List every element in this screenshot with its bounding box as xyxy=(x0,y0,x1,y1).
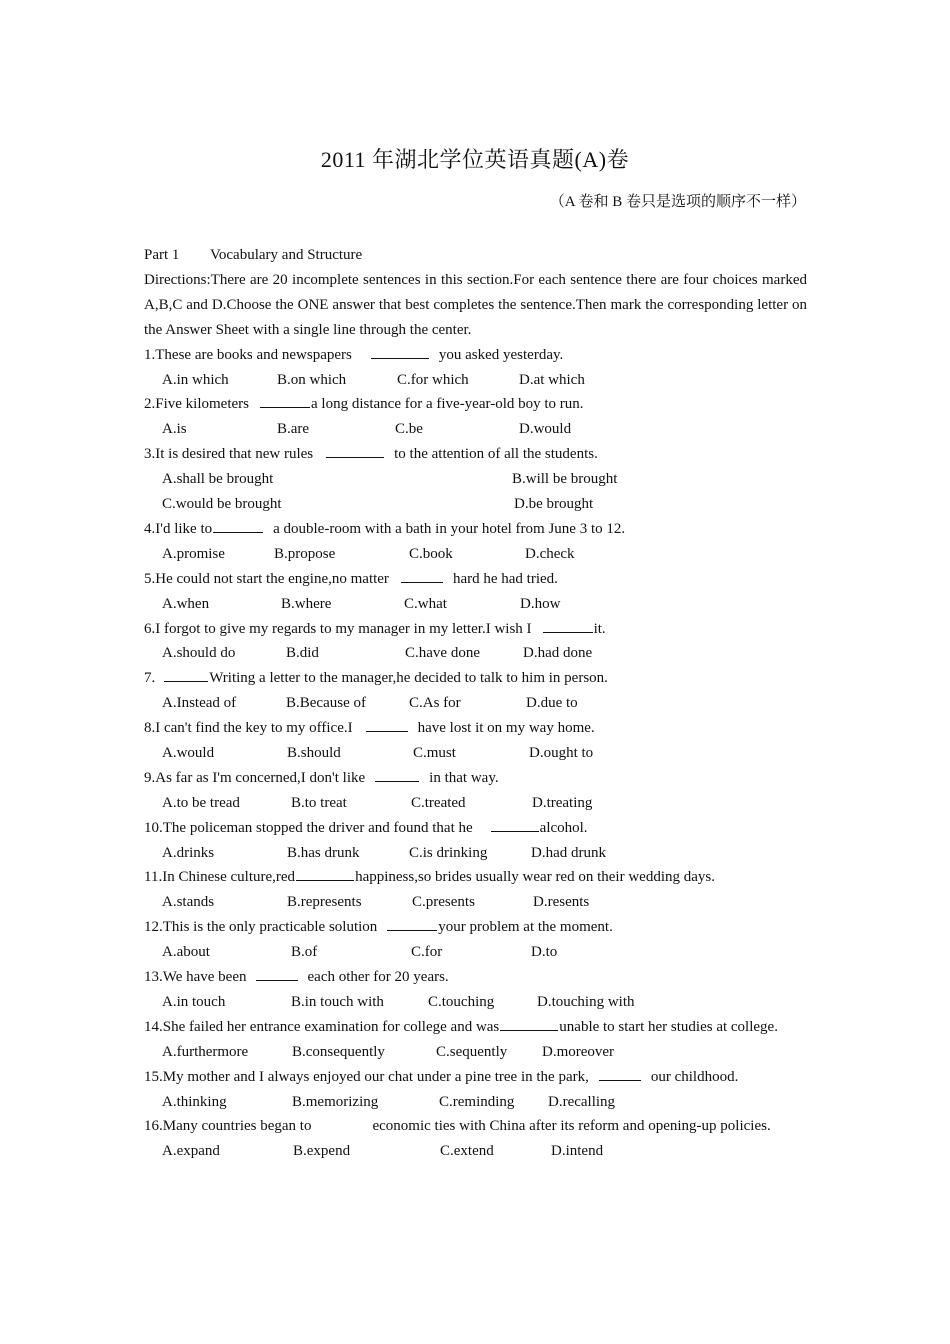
option-a[interactable]: A.drinks xyxy=(162,844,215,861)
option-b[interactable]: B.did xyxy=(286,645,319,662)
option-c[interactable]: C.for xyxy=(411,944,443,961)
question-stem-before: 3.It is desired that new rules xyxy=(144,446,314,463)
question-stem-after: in that way. xyxy=(429,769,499,786)
question-7 xyxy=(144,666,807,691)
question-stem-before: 11.In Chinese culture,red xyxy=(144,869,296,886)
question-stem-after: have lost it on my way home. xyxy=(417,720,595,737)
option-c[interactable]: C.treated xyxy=(411,794,466,811)
question-3 xyxy=(144,442,807,467)
question-stem-after: to the attention of all the students. xyxy=(394,446,598,463)
answer-blank xyxy=(326,443,384,458)
option-d[interactable]: D.had drunk xyxy=(531,844,606,861)
question-stem-after: Writing a letter to the manager,he decided to talk to him in person. xyxy=(209,670,608,687)
option-row xyxy=(144,641,807,666)
option-b[interactable]: B.consequently xyxy=(292,1043,385,1060)
option-row xyxy=(144,467,807,492)
option-c[interactable]: C.is drinking xyxy=(409,844,488,861)
answer-blank xyxy=(164,667,208,682)
option-d[interactable]: D.due to xyxy=(526,695,578,712)
directions-text: Directions:There are 20 incomplete sentences in this section.For each sentence there are four choices marked A,B,C and D.Choose the ONE answer that best completes the sentence.Then mark the corresponding letter on the Answer Sheet with a single line through the center. xyxy=(144,271,807,338)
part-label: Part 1 xyxy=(144,247,180,263)
option-c[interactable]: C.would be brought xyxy=(162,496,282,513)
option-a[interactable]: A.thinking xyxy=(162,1093,227,1110)
option-c[interactable]: C.extend xyxy=(440,1143,494,1160)
option-d[interactable]: D.intend xyxy=(551,1143,604,1160)
question-12 xyxy=(144,915,807,940)
question-1 xyxy=(144,343,807,368)
question-stem-before: 9.As far as I'm concerned,I don't like xyxy=(144,769,366,786)
option-d[interactable]: D.check xyxy=(525,545,575,562)
option-b[interactable]: B.has drunk xyxy=(287,844,360,861)
option-a[interactable]: A.about xyxy=(162,944,210,961)
option-d[interactable]: D.had done xyxy=(523,645,593,662)
question-stem-after: hard he had tried. xyxy=(452,570,558,587)
answer-blank xyxy=(599,1066,641,1081)
option-a[interactable]: A.in which xyxy=(162,371,229,388)
question-14 xyxy=(144,1015,807,1040)
question-stem-after: happiness,so brides usually wear red on their wedding days. xyxy=(355,869,715,886)
option-b[interactable]: B.Because of xyxy=(286,695,366,712)
option-c[interactable]: C.reminding xyxy=(439,1093,515,1110)
option-row xyxy=(144,592,807,617)
option-row xyxy=(144,791,807,816)
option-b[interactable]: B.are xyxy=(277,421,310,438)
question-stem-before: 7. xyxy=(144,670,156,687)
question-stem-before: 14.She failed her entrance examination for college and was xyxy=(144,1018,500,1035)
question-stem-before: 12.This is the only practicable solution xyxy=(144,919,378,936)
question-13 xyxy=(144,965,807,990)
question-stem-before: 13.We have been xyxy=(144,969,247,986)
option-c[interactable]: C.be xyxy=(395,421,423,438)
option-a[interactable]: A.shall be brought xyxy=(162,471,274,488)
option-a[interactable]: A.is xyxy=(162,421,187,438)
option-a[interactable]: A.Instead of xyxy=(162,695,237,712)
option-b[interactable]: B.memorizing xyxy=(292,1093,379,1110)
question-4 xyxy=(144,517,807,542)
option-c[interactable]: C.must xyxy=(413,745,456,761)
document-subtitle: （A 卷和 B 卷只是选项的顺序不一样） xyxy=(549,194,806,210)
question-list xyxy=(144,343,807,1165)
option-c[interactable]: C.have done xyxy=(405,645,480,662)
document-title: 2011 年湖北学位英语真题(A)卷 xyxy=(320,147,630,172)
option-row xyxy=(144,990,807,1015)
option-c[interactable]: C.book xyxy=(409,545,453,562)
question-stem-after: our childhood. xyxy=(650,1068,739,1085)
question-stem-before: 6.I forgot to give my regards to my manager in my letter.I wish I xyxy=(144,620,532,637)
option-row xyxy=(144,1090,807,1115)
option-a[interactable]: A.when xyxy=(162,595,210,612)
part-heading xyxy=(144,243,807,268)
option-row xyxy=(144,940,807,965)
option-row xyxy=(144,691,807,716)
question-stem-before: 4.I'd like to xyxy=(144,520,213,537)
question-stem-before: 1.These are books and newspapers xyxy=(144,346,352,363)
option-row xyxy=(144,542,807,567)
question-stem-after: each other for 20 years. xyxy=(307,969,449,986)
question-stem-after: you asked yesterday. xyxy=(438,346,564,363)
option-b[interactable]: B.represents xyxy=(287,894,362,911)
answer-blank xyxy=(387,916,437,931)
option-row xyxy=(144,417,807,442)
option-b[interactable]: B.in touch with xyxy=(291,993,384,1010)
question-stem-before: 8.I can't find the key to my office.I xyxy=(144,720,353,737)
option-d[interactable]: D.at which xyxy=(519,371,585,388)
option-d[interactable]: D.resents xyxy=(533,894,590,911)
question-2 xyxy=(144,392,807,417)
option-b[interactable]: B.where xyxy=(281,595,332,612)
option-d[interactable]: D.treating xyxy=(532,794,593,811)
document-body xyxy=(144,243,807,1164)
option-c[interactable]: C.sequently xyxy=(436,1043,508,1060)
option-d[interactable]: D.be brought xyxy=(514,496,594,513)
option-b[interactable]: B.on which xyxy=(277,371,347,388)
question-stem-after: it. xyxy=(593,620,606,637)
option-row xyxy=(144,492,807,517)
option-row xyxy=(144,841,807,866)
option-row xyxy=(144,1139,807,1164)
question-stem-after: a long distance for a five-year-old boy to run. xyxy=(311,396,584,413)
option-c[interactable]: C.presents xyxy=(412,894,475,911)
question-5 xyxy=(144,567,807,592)
question-stem-before: 5.He could not start the engine,no matter xyxy=(144,570,389,587)
answer-blank xyxy=(375,767,419,782)
option-a[interactable]: A.to be tread xyxy=(162,794,240,811)
question-stem-before: 2.Five kilometers xyxy=(144,396,249,413)
part-name: Vocabulary and Structure xyxy=(210,247,363,263)
option-b[interactable]: B.to treat xyxy=(291,794,347,811)
option-a[interactable]: A.expand xyxy=(162,1143,220,1160)
option-d[interactable]: D.to xyxy=(531,944,558,961)
answer-blank xyxy=(401,568,443,583)
question-16 xyxy=(144,1114,807,1139)
option-d[interactable]: D.recalling xyxy=(548,1093,616,1110)
option-d[interactable]: D.how xyxy=(520,595,561,612)
option-d[interactable]: D.ought to xyxy=(529,745,594,761)
question-8 xyxy=(144,716,807,741)
answer-blank xyxy=(296,866,354,881)
answer-blank xyxy=(500,1016,558,1031)
question-stem-before: 16.Many countries began to xyxy=(144,1118,312,1135)
option-row xyxy=(144,890,807,915)
answer-blank xyxy=(213,518,263,533)
option-a[interactable]: A.stands xyxy=(162,894,215,911)
question-11 xyxy=(144,865,807,890)
answer-blank xyxy=(371,344,429,359)
option-b[interactable]: B.propose xyxy=(274,545,336,562)
option-d[interactable]: D.moreover xyxy=(542,1043,615,1060)
option-c[interactable]: C.what xyxy=(404,595,447,612)
question-stem-before: 15.My mother and I always enjoyed our chat under a pine tree in the park, xyxy=(144,1068,589,1085)
question-stem-after: economic ties with China after its reform and opening-up policies. xyxy=(372,1118,771,1135)
answer-blank xyxy=(260,393,310,408)
option-a[interactable]: A.promise xyxy=(162,545,225,562)
option-b[interactable]: B.expend xyxy=(293,1143,351,1160)
option-a[interactable]: A.should do xyxy=(162,645,236,662)
question-15 xyxy=(144,1065,807,1090)
question-10 xyxy=(144,816,807,841)
option-a[interactable]: A.furthermore xyxy=(162,1043,249,1060)
answer-blank xyxy=(256,966,298,981)
option-b[interactable]: B.of xyxy=(291,944,318,961)
option-row xyxy=(144,368,807,393)
answer-blank xyxy=(491,817,539,832)
option-b[interactable]: B.should xyxy=(287,745,341,761)
option-a[interactable]: A.in touch xyxy=(162,993,226,1010)
option-b[interactable]: B.will be brought xyxy=(512,471,618,488)
answer-blank xyxy=(543,618,593,633)
answer-blank xyxy=(366,717,408,732)
question-stem-before: 10.The policeman stopped the driver and found that he xyxy=(144,819,473,836)
option-c[interactable]: C.As for xyxy=(409,695,461,712)
option-d[interactable]: D.would xyxy=(519,421,572,438)
option-d[interactable]: D.touching with xyxy=(537,993,635,1010)
question-6 xyxy=(144,617,807,642)
option-c[interactable]: C.touching xyxy=(428,993,495,1010)
option-a[interactable]: A.would xyxy=(162,745,215,761)
question-stem-after: your problem at the moment. xyxy=(438,919,613,936)
question-9 xyxy=(144,766,807,791)
question-stem-after: a double-room with a bath in your hotel from June 3 to 12. xyxy=(273,520,626,537)
option-row xyxy=(144,741,807,766)
option-c[interactable]: C.for which xyxy=(397,371,469,388)
option-row xyxy=(144,1040,807,1065)
question-stem-after: unable to start her studies at college. xyxy=(559,1018,778,1035)
question-stem-after: alcohol. xyxy=(539,819,588,836)
